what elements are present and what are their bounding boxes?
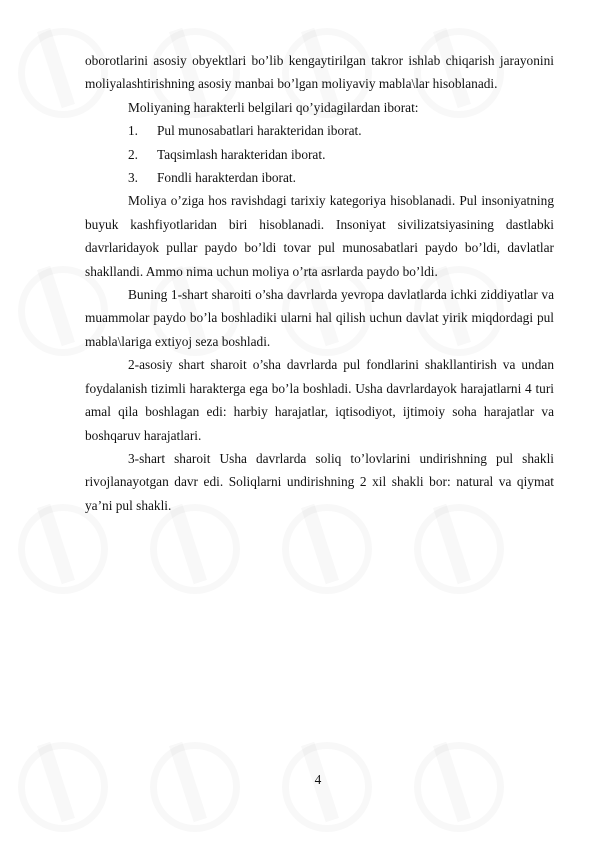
- list-item: [85, 166, 554, 189]
- list-text: Fondli harakterdan iborat.: [157, 170, 296, 186]
- paragraph: Moliyaning harakterli belgilari qo’yidagilardan iborat:: [128, 99, 419, 115]
- list-number: 2.: [128, 146, 139, 162]
- watermark-mark: [414, 504, 504, 594]
- paragraph: Moliya o’ziga hos ravishdagi tarixiy kategoriya hisoblanadi. Pul insoniyatning buyuk kashfiyotlaridan biri hisoblanadi. Insoniyat sivilizatsiyasining dastlabki davrlaridayok pullar paydo bo’ldi tovar pul munosabatlari paydo bo’ldi, davlatlar shakllandi. Ammo nima uchun moliya o’rta asrlarda paydo bo’ldi.: [85, 193, 554, 279]
- page-number: 4: [314, 772, 322, 787]
- list-item: [85, 119, 554, 142]
- list-number: 3.: [128, 170, 139, 186]
- list-item: [85, 143, 554, 166]
- paragraph: 3-shart sharoit Usha davrlarda soliq to’lovlarini undirishning pul shakli rivojlanayotgan davr edi. Soliqlarni undirishning 2 xil shakli bor: natural va qiymat ya’ni pul shakli.: [85, 450, 554, 513]
- document-body: [85, 49, 554, 517]
- paragraph: 2-asosiy shart sharoit o’sha davrlarda pul fondlarini shakllantirish va undan foydalanish tizimli harakterga ega bo’la boshladi. Usha davrlardayok harajatlarni 4 turi amal qila boshlagan edi: harbiy harajatlar, iqtisodiyot, ijtimoiy soha harajatlar va boshqaruv harajatlari.: [85, 357, 554, 443]
- list-text: Pul munosabatlari harakteridan iborat.: [157, 123, 362, 139]
- paragraph: oborotlarini asosiy obyektlari bo’lib kengaytirilgan takror ishlab chiqarish jarayonini moliyalashtirishning asosiy manbai bo’lgan moliyaviy mabla\lar hisoblanadi.: [85, 53, 554, 92]
- list-text: Taqsimlash harakteridan iborat.: [157, 146, 326, 162]
- watermark-mark: [282, 504, 372, 594]
- watermark-mark: [150, 504, 240, 594]
- list-number: 1.: [128, 123, 139, 139]
- watermark-mark: [18, 504, 108, 594]
- paragraph: Buning 1-shart sharoiti o’sha davrlarda yevropa davlatlarda ichki ziddiyatlar va muammolar paydo bo’la boshladiki ularni hal qilish uchun davlat yirik miqdordagi pul mabla\lariga extiyoj seza boshladi.: [85, 287, 554, 349]
